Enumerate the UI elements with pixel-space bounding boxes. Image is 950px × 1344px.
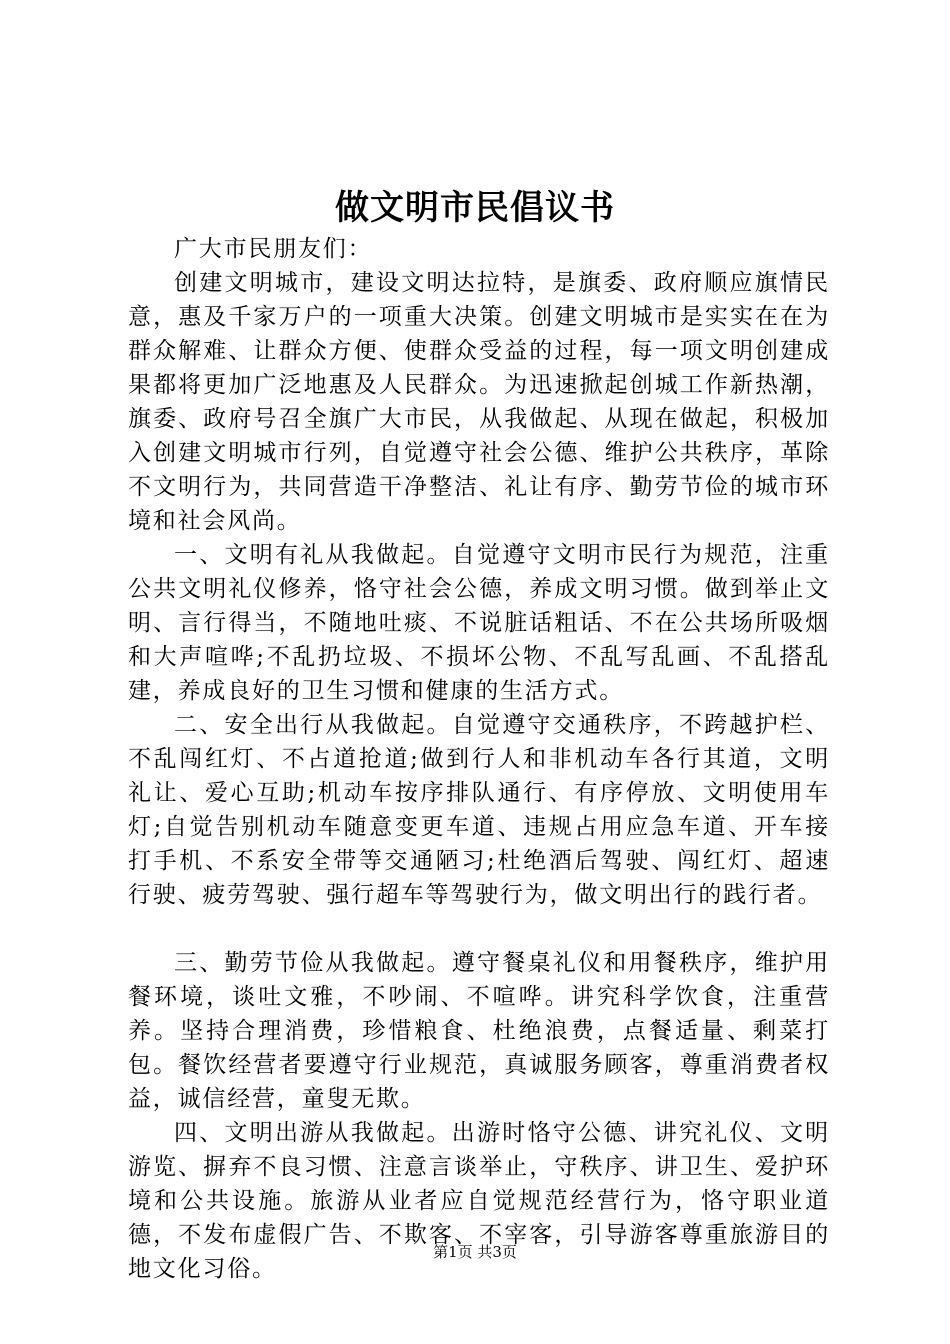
paragraph-tourism: 四、文明出游从我做起。出游时恪守公德、讲究礼仪、文明游览、摒弃不良习惯、注意言谈举止，守秩序、讲卫生、爱护环境和公共设施。旅游从业者应自觉规范经营行为，恪守职业道德，不发布虚假广告、不欺客、不宰客，引导游客尊重旅游目的地文化习俗。: [128, 1120, 830, 1282]
paragraph-intro: 创建文明城市，建设文明达拉特，是旗委、政府顺应旗情民意，惠及千家万户的一项重大决策。创建文明城市是实实在在为群众解难、让群众方便、使群众受益的过程，每一项文明创建成果都将更加广泛地惠及人民群众。为迅速掀起创城工作新热潮，旗委、政府号召全旗广大市民，从我做起、从现在做起，积极加入创建文明城市行列，自觉遵守社会公德、维护公共秩序，革除不文明行为，共同营造干净整洁、礼让有序、勤劳节俭的城市环境和社会风尚。: [128, 270, 830, 534]
greeting-line: 广大市民朋友们：: [174, 236, 373, 262]
page-number-footer: 第1页 共3页: [433, 1243, 517, 1261]
paragraph-civility: 一、文明有礼从我做起。自觉遵守文明市民行为规范，注重公共文明礼仪修养，恪守社会公德，养成文明习惯。做到举止文明、言行得当，不随地吐痰、不说脏话粗话、不在公共场所吸烟和大声喧哗;不乱扔垃圾、不损坏公物、不乱写乱画、不乱搭乱建，养成良好的卫生习惯和健康的生活方式。: [128, 542, 830, 704]
document-body: [128, 232, 830, 1286]
paragraph-safe-travel: 二、安全出行从我做起。自觉遵守交通秩序，不跨越护栏、不乱闯红灯、不占道抢道;做到行人和非机动车各行其道，文明礼让、爱心互助;机动车按序排队通行、有序停放、文明使用车灯;自觉告别机动车随意变更车道、违规占用应急车道、开车接打手机、不系安全带等交通陋习;杜绝酒后驾驶、闯红灯、超速行驶、疲劳驾驶、强行超车等驾驶行为，做文明出行的践行者。: [128, 712, 830, 908]
document-title: 做文明市民倡议书: [335, 188, 615, 228]
paragraph-thrift: 三、勤劳节俭从我做起。遵守餐桌礼仪和用餐秩序，维护用餐环境，谈吐文雅，不吵闹、不喧哗。讲究科学饮食，注重营养。坚持合理消费，珍惜粮食、杜绝浪费，点餐适量、剩菜打包。餐饮经营者要遵守行业规范，真诚服务顾客，尊重消费者权益，诚信经营，童叟无欺。: [128, 950, 830, 1112]
